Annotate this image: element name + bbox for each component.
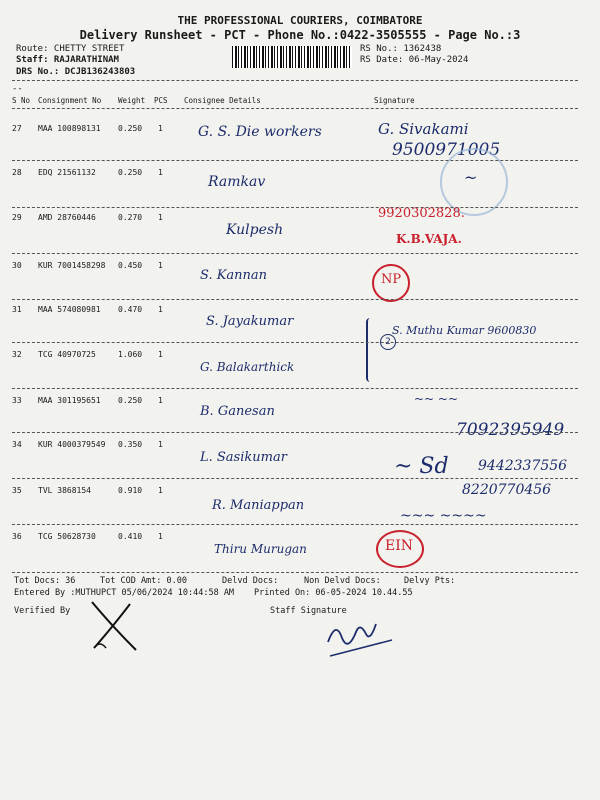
consignment-no: AMD 28760446: [38, 213, 96, 222]
company-name: THE PROFESSIONAL COURIERS, COIMBATORE: [177, 14, 423, 27]
circled-two: 2: [380, 334, 396, 350]
weight: 0.350: [118, 440, 143, 449]
weight: 0.250: [118, 124, 143, 133]
col-signature: Signature: [374, 96, 415, 105]
col-pcs: PCS: [154, 96, 168, 105]
consignment-no: TCG 50628730: [38, 532, 96, 541]
consignee-handwritten: S. Jayakumar: [206, 314, 294, 329]
pcs: 1: [158, 532, 163, 541]
consignee-handwritten: G. Balakarthick: [200, 360, 295, 374]
pcs: 1: [158, 350, 163, 359]
stamp-scribble: ~: [464, 168, 478, 187]
signature-scrawl: ~ Sd: [394, 454, 449, 479]
consignee-handwritten: Kulpesh: [226, 222, 284, 238]
pcs: 1: [158, 396, 163, 405]
consignment-no: MAA 574080981: [38, 305, 101, 314]
col-consignment: Consignment No: [38, 96, 102, 105]
drs-number: DRS No.: DCJB136243803: [16, 67, 136, 77]
staff-signature-scrawl: [318, 610, 398, 660]
barcode: [232, 46, 352, 68]
bracket-mark: [366, 318, 376, 382]
dash-mark: --: [12, 84, 23, 94]
weight: 0.450: [118, 261, 143, 270]
sno: 36: [12, 532, 22, 541]
sno: 29: [12, 213, 22, 222]
signature-phone: 9442337556: [478, 458, 568, 474]
staff: Staff: RAJARATHINAM: [16, 55, 119, 65]
signature-np: NP: [381, 272, 402, 287]
weight: 0.910: [118, 486, 143, 495]
sno: 30: [12, 261, 22, 270]
pcs: 1: [158, 168, 163, 177]
rs-date: RS Date: 06-May-2024: [360, 55, 469, 65]
sno: 31: [12, 305, 22, 314]
weight: 0.250: [118, 396, 143, 405]
consignee-handwritten: R. Maniappan: [212, 498, 305, 513]
consignment-no: MAA 301195651: [38, 396, 101, 405]
entered-by: Entered By :MUTHUPCT 05/06/2024 10:44:58 AM: [14, 588, 235, 598]
tamil-scribble: ~~ ~~: [414, 392, 459, 406]
consignment-no: TVL 3868154: [38, 486, 91, 495]
delvd-docs: Delvd Docs:: [222, 576, 279, 586]
printed-on: Printed On: 06-05-2024 10.44.55: [254, 588, 413, 598]
consignment-no: TCG 40970725: [38, 350, 96, 359]
pcs: 1: [158, 124, 163, 133]
consignment-no: KUR 7001458298: [38, 261, 106, 270]
signature-phone: 9920302828.: [378, 206, 465, 221]
staff-signature-label: Staff Signature: [270, 606, 347, 616]
signature-ein: EIN: [385, 538, 413, 554]
pcs: 1: [158, 440, 163, 449]
signature-phone: 7092395949: [456, 420, 565, 440]
tot-docs: Tot Docs: 36: [14, 576, 76, 586]
consignee-handwritten: Thiru Murugan: [214, 542, 307, 556]
signature-phone: 9500971005: [392, 140, 501, 160]
sno: 27: [12, 124, 22, 133]
col-consignee: Consignee Details: [184, 96, 261, 105]
sno: 34: [12, 440, 22, 449]
signature-phone-2: 8220770456: [462, 482, 552, 498]
signature-handwritten: G. Sivakami: [378, 120, 469, 138]
weight: 1.060: [118, 350, 143, 359]
pcs: 1: [158, 305, 163, 314]
weight: 0.250: [118, 168, 143, 177]
non-delvd-docs: Non Delvd Docs:: [304, 576, 381, 586]
verified-cross-mark: [84, 596, 144, 656]
consignee-handwritten: B. Ganesan: [200, 404, 275, 419]
pcs: 1: [158, 261, 163, 270]
signature-handwritten: S. Muthu Kumar 9600830: [392, 324, 537, 337]
weight: 0.470: [118, 305, 143, 314]
consignee-handwritten: G. S. Die workers: [198, 124, 322, 140]
rs-number: RS No.: 1362438: [360, 44, 442, 54]
signature-name: K.B.VAJA.: [396, 232, 462, 246]
consignee-handwritten: S. Kannan: [200, 268, 268, 283]
runsheet-subtitle: Delivery Runsheet - PCT - Phone No.:0422-3505555 - Page No.:3: [79, 28, 521, 42]
col-sno: S No: [12, 96, 31, 105]
pcs: 1: [158, 486, 163, 495]
col-weight: Weight: [118, 96, 146, 105]
sno: 33: [12, 396, 22, 405]
pcs: 1: [158, 213, 163, 222]
sno: 28: [12, 168, 22, 177]
route: Route: CHETTY STREET: [16, 44, 125, 54]
consignment-no: EDQ 21561132: [38, 168, 96, 177]
consignee-handwritten: Ramkav: [208, 174, 266, 190]
weight: 0.410: [118, 532, 143, 541]
sno: 32: [12, 350, 22, 359]
consignment-no: MAA 100898131: [38, 124, 101, 133]
weight: 0.270: [118, 213, 143, 222]
verified-by: Verified By: [14, 606, 71, 616]
tamil-scribble: ~~~ ~~~~: [400, 508, 487, 524]
sno: 35: [12, 486, 22, 495]
consignment-no: KUR 4000379549: [38, 440, 106, 449]
consignee-handwritten: L. Sasikumar: [200, 450, 287, 465]
tot-cod: Tot COD Amt: 0.00: [100, 576, 187, 586]
delvy-pts: Delvy Pts:: [404, 576, 456, 586]
